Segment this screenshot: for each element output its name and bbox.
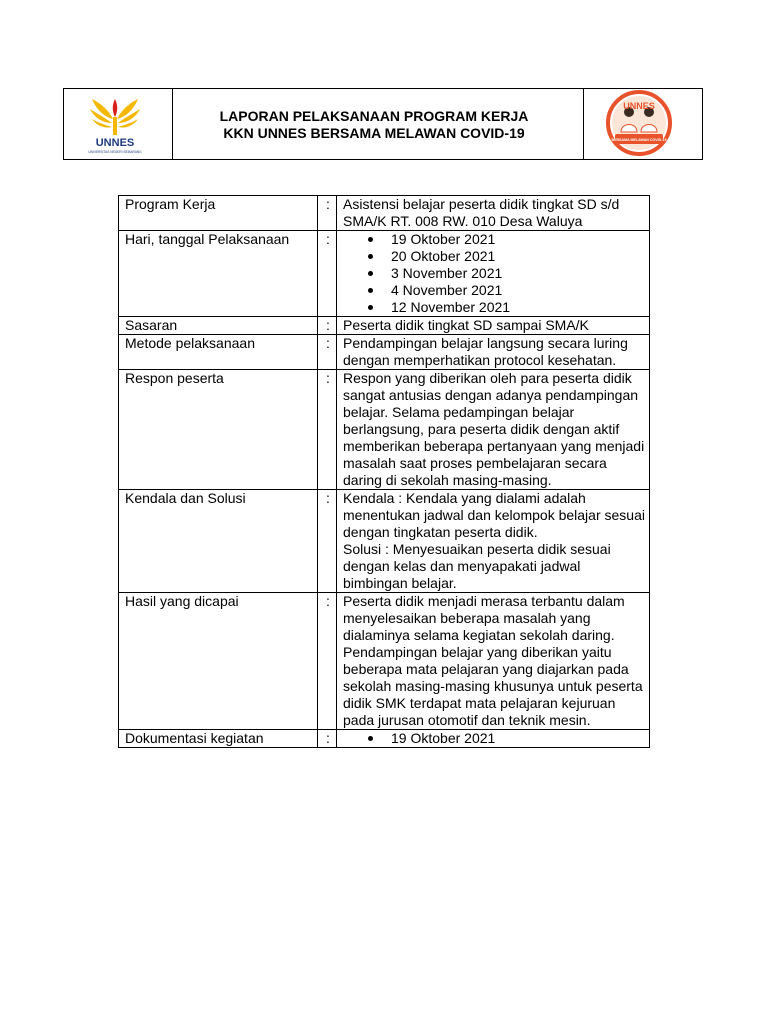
- row-separator: :: [318, 490, 337, 593]
- row-label: Metode pelaksanaan: [119, 335, 318, 370]
- row-value: Respon yang diberikan oleh para peserta didik sangat antusias dengan adanya pendampingan belajar. Selama pedampingan belajar berlangsung, para peserta didik dengan aktif memberikan beberapa pertanyaan yang menjadi masalah saat proses pembelajaran secara daring di sekolah masing-masing.: [337, 370, 650, 490]
- row-value: Pendampingan belajar langsung secara luring dengan memperhatikan protocol kesehatan.: [337, 335, 650, 370]
- row-separator: :: [318, 196, 337, 231]
- row-label: Respon peserta: [119, 370, 318, 490]
- logo-left-subtext: UNIVERSITAS NEGERI SEMARANG: [88, 150, 142, 154]
- report-title: [174, 108, 574, 142]
- table-row: [119, 231, 650, 317]
- row-separator: :: [318, 317, 337, 335]
- report-header: [63, 88, 703, 160]
- row-value: [337, 231, 650, 317]
- solusi-text: Solusi : Menyesuaikan peserta didik sesuai dengan kelas dan menyapakati jadwal bimbingan belajar.: [343, 541, 611, 591]
- list-item: 20 Oktober 2021: [343, 248, 645, 265]
- report-table: [118, 195, 650, 748]
- logo-right-subtext: BERSAMA MELAWAN COVID-19: [611, 138, 667, 142]
- row-label: Hari, tanggal Pelaksanaan: [119, 231, 318, 317]
- header-divider-left: [172, 89, 173, 159]
- row-label: Dokumentasi kegiatan: [119, 730, 318, 748]
- title-line-1: LAPORAN PELAKSANAAN PROGRAM KERJA: [219, 108, 529, 124]
- list-item: 12 November 2021: [343, 299, 645, 316]
- row-value: Asistensi belajar peserta didik tingkat SD s/d SMA/K RT. 008 RW. 010 Desa Waluya: [337, 196, 650, 231]
- table-row: [119, 490, 650, 593]
- row-separator: :: [318, 730, 337, 748]
- list-item: 4 November 2021: [343, 282, 645, 299]
- title-line-2: KKN UNNES BERSAMA MELAWAN COVID-19: [223, 125, 525, 141]
- row-value: [337, 730, 650, 748]
- row-separator: :: [318, 370, 337, 490]
- row-value: [337, 490, 650, 593]
- date-list: [343, 730, 645, 747]
- table-row: [119, 335, 650, 370]
- row-value: Peserta didik menjadi merasa terbantu dalam menyelesaikan beberapa masalah yang dialaminya selama kegiatan sekolah daring. Pendampingan belajar yang diberikan yaitu beberapa mata pelajaran yang diajarkan pada sekolah masing-masing khusunya untuk peserta didik SMK terdapat mata pelajaran kejuruan pada jurusan otomotif dan teknik mesin.: [337, 593, 650, 730]
- logo-right-text: UNNES: [623, 101, 655, 111]
- table-row: [119, 196, 650, 231]
- table-row: [119, 730, 650, 748]
- row-label: Kendala dan Solusi: [119, 490, 318, 593]
- row-separator: :: [318, 335, 337, 370]
- kkn-covid-badge-logo: [593, 90, 685, 158]
- list-item: 3 November 2021: [343, 265, 645, 282]
- kendala-text: Kendala : Kendala yang dialami adalah menentukan jadwal dan kelompok belajar sesuai dengan tingkatan peserta didik.: [343, 490, 645, 540]
- date-list: [343, 231, 645, 316]
- table-row: [119, 370, 650, 490]
- unnes-logo: [82, 91, 148, 157]
- row-separator: :: [318, 231, 337, 317]
- row-separator: :: [318, 593, 337, 730]
- list-item: 19 Oktober 2021: [343, 231, 645, 248]
- list-item: 19 Oktober 2021: [343, 730, 645, 747]
- row-label: Sasaran: [119, 317, 318, 335]
- logo-left-text: UNNES: [95, 137, 135, 149]
- row-label: Program Kerja: [119, 196, 318, 231]
- header-divider-right: [583, 89, 584, 159]
- row-label: Hasil yang dicapai: [119, 593, 318, 730]
- table-row: [119, 593, 650, 730]
- table-row: [119, 317, 650, 335]
- row-value: Peserta didik tingkat SD sampai SMA/K: [337, 317, 650, 335]
